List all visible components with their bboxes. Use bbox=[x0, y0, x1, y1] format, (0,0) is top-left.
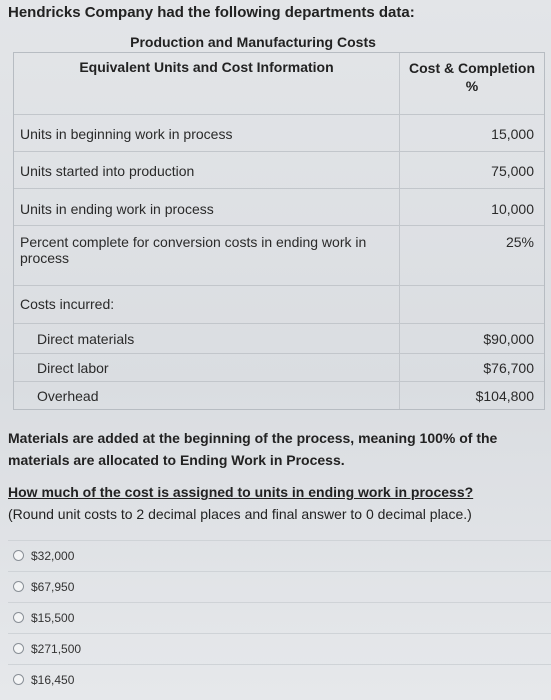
radio-button[interactable] bbox=[13, 643, 24, 654]
table-row bbox=[14, 285, 544, 323]
table-subtitle: Equivalent Units and Cost Information bbox=[79, 59, 334, 75]
table-row bbox=[14, 114, 544, 151]
option-label: $271,500 bbox=[31, 641, 82, 656]
table-row bbox=[14, 353, 544, 381]
col2-header-line1: Cost & Completion bbox=[409, 60, 535, 76]
table-row bbox=[14, 188, 544, 225]
row-label: Costs incurred: bbox=[20, 296, 115, 312]
row-value: $104,800 bbox=[475, 388, 534, 404]
row-label: Direct labor bbox=[37, 360, 109, 376]
answer-option[interactable] bbox=[8, 540, 551, 570]
cost-table bbox=[13, 30, 545, 410]
table-grid bbox=[13, 52, 545, 410]
row-label: Overhead bbox=[37, 388, 99, 404]
answer-option[interactable] bbox=[8, 602, 551, 632]
intro-text: Hendricks Company had the following departments data: bbox=[8, 4, 415, 21]
row-label: Direct materials bbox=[37, 331, 135, 347]
radio-button[interactable] bbox=[13, 674, 24, 685]
answer-option[interactable] bbox=[8, 571, 551, 601]
answer-option[interactable] bbox=[8, 664, 551, 694]
row-value: 25% bbox=[505, 234, 534, 250]
radio-button[interactable] bbox=[13, 612, 24, 623]
radio-button[interactable] bbox=[13, 550, 24, 561]
table-row bbox=[14, 323, 544, 353]
question-block bbox=[8, 481, 548, 525]
row-label: Units in ending work in process bbox=[20, 201, 214, 217]
row-value: 75,000 bbox=[491, 163, 534, 179]
row-value: $90,000 bbox=[483, 331, 534, 347]
row-value: 15,000 bbox=[491, 126, 534, 142]
option-label: $32,000 bbox=[31, 548, 75, 563]
table-row bbox=[14, 225, 544, 285]
row-label: Units in beginning work in process bbox=[20, 126, 233, 142]
table-row bbox=[14, 381, 544, 409]
row-label: Percent complete for conversion costs in ending work in process bbox=[20, 234, 367, 266]
materials-note: Materials are added at the beginning of the process, meaning 100% of the materials are allocated to Ending Work in Process. bbox=[8, 430, 498, 468]
table-title: Production and Manufacturing Costs bbox=[130, 34, 376, 50]
row-value: $76,700 bbox=[483, 360, 534, 376]
table-row bbox=[14, 151, 544, 188]
option-label: $67,950 bbox=[31, 579, 75, 594]
option-label: $16,450 bbox=[31, 672, 75, 687]
question-text: How much of the cost is assigned to units in ending work in process? bbox=[8, 484, 474, 500]
col2-header bbox=[400, 59, 544, 95]
row-label: Units started into production bbox=[20, 163, 195, 179]
rounding-instruction: (Round unit costs to 2 decimal places and final answer to 0 decimal place.) bbox=[8, 506, 472, 522]
col2-header-line2: % bbox=[465, 78, 479, 94]
row-value: 10,000 bbox=[491, 201, 534, 217]
option-label: $15,500 bbox=[31, 610, 75, 625]
answer-option[interactable] bbox=[8, 633, 551, 663]
radio-button[interactable] bbox=[13, 581, 24, 592]
